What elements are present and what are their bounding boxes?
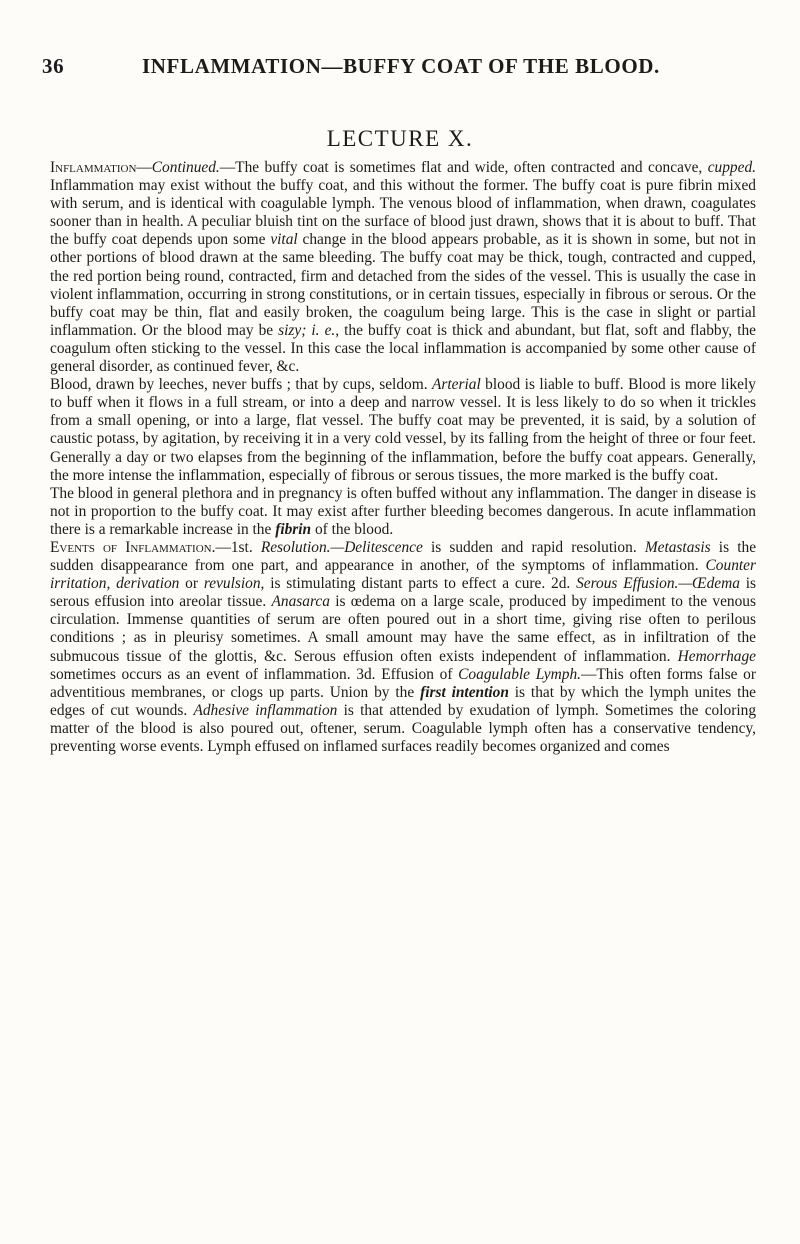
text-run: Blood, drawn by leeches, never buffs ; that by cups, seldom.: [50, 376, 432, 394]
emphasis-run: Events of Inflammation.: [50, 538, 216, 556]
emphasis-run: Hemorrhage: [677, 647, 756, 665]
paragraph: [50, 159, 756, 376]
emphasis-run: vital: [270, 231, 298, 249]
lecture-title: LECTURE X.: [326, 126, 474, 151]
emphasis-run: first intention: [420, 683, 509, 701]
body-text: [50, 159, 756, 756]
text-run: Inflammation may exist without the buffy coat, and this without the former. The buffy coat is pure fibrin mixed with serum, and is identical with coagulable lymph. The venous blood of inflammation, when drawn, coagulates sooner than in health. A peculiar bluish tint on the surface of blood just drawn, shows that it is about to buff. That the buffy coat depends upon some: [50, 177, 756, 249]
text-run: is serous effusion into areolar tissue.: [50, 575, 756, 611]
emphasis-run: Counter irritation, derivation: [50, 557, 756, 593]
emphasis-run: fibrin: [275, 520, 312, 538]
running-head: [42, 54, 762, 84]
running-title: INFLAMMATION—BUFFY COAT OF THE BLOOD.: [142, 54, 660, 78]
text-run: —1st.: [215, 538, 261, 556]
emphasis-run: Arterial: [431, 376, 481, 394]
text-run: is œdema on a large scale, produced by impediment to the venous circulation. Immense quantities of serum are often poured out in a short time, giving rise often to perilous conditions ; as in pleurisy sometimes. A small amount may have the same effect, as in infiltration of the submucous tissue of the glottis, &c. Serous effusion often exists independent of inflammation.: [50, 593, 756, 665]
emphasis-run: Continued.: [151, 159, 220, 176]
page-number: 36: [42, 54, 65, 78]
text-run: is the sudden disappearance from one part, and appearance in another, of the symptoms of inflammation.: [50, 538, 757, 575]
text-run: change in the blood appears probable, as it is shown in some, but not in other portions of blood drawn at the same bleeding. The buffy coat may be thick, tough, contracted and cupped, the red portion being round, contracted, firm and detached from the sides of the vessel. This is usually the case in violent inflammation, occurring in strong constitutions, or in certain tissues, especially in fibrous or serous. Or the buffy coat may be thin, flat and easily broken, the coagulum being large. This is the case in slight or partial inflammation. Or the blood may be: [50, 231, 756, 339]
paragraph: [50, 485, 756, 539]
text-run: —This often forms false or adventitious membranes, or clogs up parts. Union by the: [50, 665, 757, 701]
emphasis-run: Resolution.—Delitescence: [260, 538, 423, 556]
emphasis-run: Inflammation: [50, 159, 137, 176]
text-run: is sudden and rapid resolution.: [422, 538, 645, 556]
emphasis-run: Coagulable Lymph.: [458, 665, 581, 683]
text-run: is that attended by exudation of lymph. Sometimes the coloring matter of the blood is also poured out, oftener, serum. Coagulable lymph often has a conservative tendency, preventing worse events. Lymph effused on inflamed surfaces readily becomes organized and comes: [50, 701, 757, 755]
text-run: of the blood.: [311, 520, 394, 538]
emphasis-run: Serous Effusion.—Œdema: [576, 575, 740, 593]
emphasis-run: revulsion: [203, 575, 261, 593]
text-run: or: [179, 575, 204, 593]
emphasis-run: Adhesive inflammation: [193, 701, 338, 719]
text-run: , the buffy coat is thick and abundant, but flat, soft and flabby, the coagulum often sticking to the vessel. In this case the local inflammation is accompanied by some other cause of general disorder, as continued fever, &c.: [50, 321, 756, 376]
text-run: The blood in general plethora and in pregnancy is often buffed without any inflammation. The danger in disease is not in proportion to the buffy coat. It may exist after further bleeding becomes dangerous. In acute inflammation there is a remarkable increase in the: [50, 484, 756, 538]
text-run: blood is liable to buff. Blood is more likely to buff when it flows in a full stream, or into a deep and narrow vessel. It is less likely to do so when it trickles from a small opening, or into a large, flat vessel. The buffy coat may be prevented, it is said, by a solution of caustic potass, by agitation, by receiving it in a very cold vessel, by its falling from the height of three or four feet. Generally a day or two elapses from the beginning of the inflammation, before the buffy coat appears. Generally, the more intense the inflammation, especially of fibrous or serous tissues, the more marked is the buffy coat.: [50, 376, 756, 484]
text-run: is that by which the lymph unites the edges of cut wounds.: [50, 683, 756, 719]
text-run: sometimes occurs as an event of inflammation. 3d. Effusion of: [50, 665, 459, 683]
emphasis-run: Metastasis: [644, 538, 711, 556]
text-run: —: [136, 159, 152, 176]
paragraph: [50, 539, 756, 756]
emphasis-run: Anasarca: [271, 593, 330, 611]
text-run: —The buffy coat is sometimes flat and wide, often contracted and concave,: [219, 159, 708, 176]
text-run: , is stimulating distant parts to effect a cure. 2d.: [260, 575, 577, 593]
paragraph: [50, 376, 756, 485]
emphasis-run: sizy; i. e.: [278, 321, 336, 339]
emphasis-run: cupped.: [707, 159, 756, 176]
